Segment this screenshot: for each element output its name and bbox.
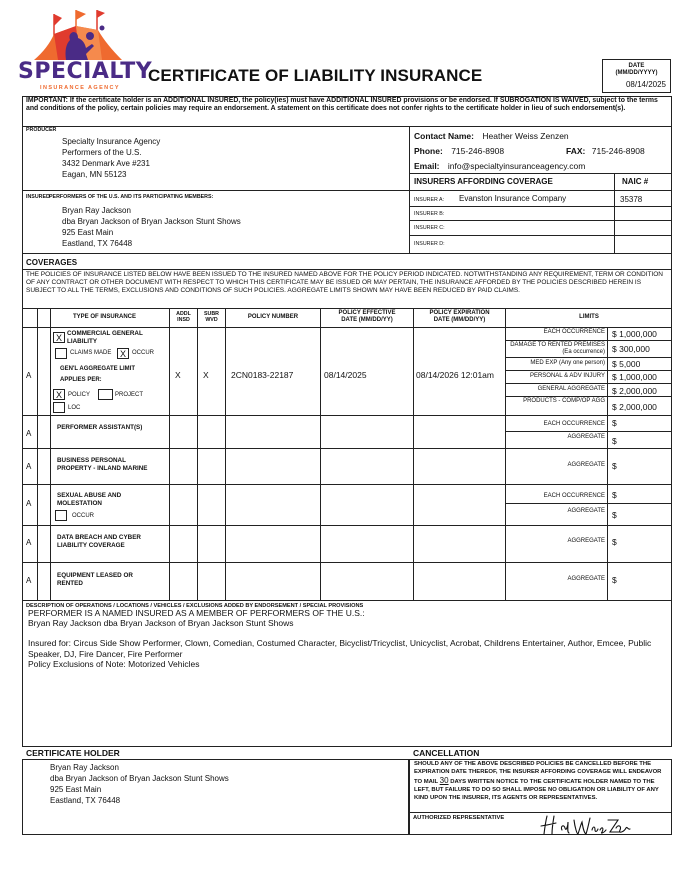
col-policy-number: POLICY NUMBER xyxy=(247,314,299,320)
loc-label: LOC xyxy=(68,405,81,411)
cyber-agg-label: AGGREGATE xyxy=(567,538,605,544)
sam-each-occ-label: EACH OCCURRENCE xyxy=(543,493,605,499)
sam-insurer-letter: A xyxy=(26,499,32,508)
phone-value: 715-246-8908 xyxy=(451,146,505,156)
insurers-header: INSURERS AFFORDING COVERAGE xyxy=(414,177,553,186)
description-dba: Bryan Ray Jackson dba Bryan Jackson of Bryan Jackson Stunt Shows xyxy=(28,618,294,629)
naic-header: NAIC # xyxy=(622,177,649,186)
limit-each-occurrence-label: EACH OCCURRENCE xyxy=(543,329,605,335)
col-addl-insd xyxy=(170,311,197,323)
contact-name: Heather Weiss Zenzen xyxy=(482,131,569,141)
date-label: DATE xyxy=(628,63,645,69)
equipment-insurer-letter: A xyxy=(26,576,32,585)
gl-policy-number: 2CN0183-22187 xyxy=(231,370,294,380)
claims-made-checkbox[interactable] xyxy=(55,348,67,359)
authorized-rep-label: AUTHORIZED REPRESENTATIVE xyxy=(413,815,505,821)
project-label: PROJECT xyxy=(115,392,144,398)
limit-damage-rented-label: DAMAGE TO RENTED PREMISES (Ea occurrence) xyxy=(510,342,605,355)
cancellation-label: CANCELLATION xyxy=(413,748,480,758)
fax-value: 715-246-8908 xyxy=(591,146,645,156)
logo-brand-text: SPECIALTY xyxy=(18,59,153,84)
limit-med-exp-label: MED EXP (Any one person) xyxy=(530,360,605,366)
producer-city: Eagan, MN 55123 xyxy=(62,170,127,179)
date-format-label: (MM/DD/YYYY) xyxy=(615,70,658,76)
email-label: Email: xyxy=(414,161,440,171)
sam-occur-label: OCCUR xyxy=(72,513,94,519)
project-checkbox[interactable] xyxy=(98,389,113,400)
col-exp-label: POLICY EXPIRATION xyxy=(429,310,490,316)
logo xyxy=(18,8,153,94)
producer-line: Performers of the U.S. xyxy=(62,148,142,157)
performer-agg-label: AGGREGATE xyxy=(567,434,605,440)
date-value: 08/14/2025 xyxy=(625,80,666,89)
circus-tent-logo-icon xyxy=(18,8,142,66)
policy-label: POLICY xyxy=(68,392,91,398)
col-eff-label: POLICY EFFECTIVE xyxy=(338,310,396,316)
description-label: DESCRIPTION OF OPERATIONS / LOCATIONS / VEHICLES / EXCLUSIONS ADDED BY ENDORSEMENT / SPECIAL PROVISIONS xyxy=(26,603,364,609)
producer-street: 3432 Denmark Ave #231 xyxy=(62,159,150,168)
policy-checkbox[interactable]: X xyxy=(53,389,65,400)
gl-title-line2: LIABILITY xyxy=(67,337,98,345)
description-insured-for: Insured for: Circus Side Show Performer, Clown, Comedian, Costumed Character, Bicyclist/Tricyclist, Unicyclist, Acrobat, Childrens Entertainer, Author, Emcee, Public Speaker, DJ, Fire Dancer, Fire Performer xyxy=(28,638,652,659)
email-value: info@specialtyinsuranceagency.com xyxy=(447,161,586,171)
col-addl-label: ADDL xyxy=(176,311,191,317)
col-insd-label: INSD xyxy=(177,317,190,323)
insured-address xyxy=(62,205,241,249)
page-title: CERTIFICATE OF LIABILITY INSURANCE xyxy=(148,66,483,85)
signature-icon xyxy=(538,812,634,838)
col-eff-format: DATE (MM/DD/YY) xyxy=(341,317,393,323)
fax-label: FAX: xyxy=(566,146,586,156)
limit-damage-rented-value: $ 300,000 xyxy=(612,344,650,354)
cancellation-text-after: DAYS WRITTEN NOTICE TO THE CERTIFICATE HOLDER NAMED TO THE LEFT, BUT FAILURE TO DO SO SHALL IMPOSE NO OBLIGATION OR LIABILITY OF ANY KIND UPON THE INSURER, ITS AGENTS OR REPRESENTATIVES. xyxy=(414,778,659,802)
bpp-agg-value: $ xyxy=(612,461,617,471)
limit-products-agg-label: PRODUCTS - COMP/OP AGG xyxy=(523,398,605,404)
col-subr-label: SUBR xyxy=(203,311,219,317)
equipment-title: EQUIPMENT LEASED OR RENTED xyxy=(57,572,133,587)
equipment-agg-label: AGGREGATE xyxy=(567,576,605,582)
col-policy-expiration xyxy=(414,310,505,324)
col-policy-effective xyxy=(321,310,413,324)
contact-fax-row xyxy=(566,146,645,156)
holder-name: Bryan Ray Jackson xyxy=(50,763,119,772)
cyber-insurer-letter: A xyxy=(26,538,32,547)
equipment-agg-value: $ xyxy=(612,575,617,585)
limit-personal-adv-value: $ 1,000,000 xyxy=(612,372,657,382)
loc-checkbox[interactable] xyxy=(53,402,65,413)
date-box xyxy=(602,59,671,93)
sam-occur-checkbox[interactable] xyxy=(55,510,67,521)
limit-personal-adv-label: PERSONAL & ADV INJURY xyxy=(529,373,605,379)
insurer-b-label: INSURER B: xyxy=(414,211,445,217)
coverages-label: COVERAGES xyxy=(26,258,78,267)
producer-name: Specialty Insurance Agency xyxy=(62,137,161,146)
insurer-a-naic: 35378 xyxy=(620,195,643,204)
col-wvd-label: WVD xyxy=(205,317,218,323)
claims-made-label: CLAIMS MADE xyxy=(70,350,112,356)
performer-agg-value: $ xyxy=(612,436,617,446)
limit-products-agg-value: $ 2,000,000 xyxy=(612,402,657,412)
contact-name-label: Contact Name: xyxy=(414,131,474,141)
sam-each-occ-value: $ xyxy=(612,490,617,500)
limit-each-occurrence-value: $ 1,000,000 xyxy=(612,329,657,339)
limit-med-exp-value: $ 5,000 xyxy=(612,359,641,369)
insurer-a-name: Evanston Insurance Company xyxy=(459,194,567,203)
col-limits: LIMITS xyxy=(579,314,599,320)
contact-name-row xyxy=(414,131,569,141)
insured-street: 925 East Main xyxy=(62,228,114,237)
insured-dba: dba Bryan Jackson of Bryan Jackson Stunt Shows xyxy=(62,217,241,226)
important-notice: IMPORTANT: If the certificate holder is an ADDITIONAL INSURED, the policy(ies) must have ADDITIONAL INSURED provisions or be endorsed. If SUBROGATION IS WAIVED, subject to the terms and conditions of the policy, certain policies may require an endorsement. A statement on this certificate does not confer rights to the certificate holder in lieu of such endorsement(s). xyxy=(26,97,658,113)
holder-city: Eastland, TX 76448 xyxy=(50,796,121,805)
occur-checkbox[interactable]: X xyxy=(117,348,129,359)
gl-subr-wvd: X xyxy=(203,370,209,380)
gl-title-line1: COMMERCIAL GENERAL xyxy=(67,330,143,337)
description-exclusions: Policy Exclusions of Note: Motorized Vehicles xyxy=(28,658,200,669)
contact-phone-row xyxy=(414,146,504,156)
insured-heading: PERFORMERS OF THE U.S. AND ITS PARTICIPATING MEMBERS: xyxy=(49,194,214,200)
gl-insurer-letter: A xyxy=(26,371,32,380)
insurer-d-label: INSURER D: xyxy=(414,241,445,247)
performer-assistant-title: PERFORMER ASSISTANT(S) xyxy=(57,424,143,431)
certificate-holder-address xyxy=(50,762,229,806)
cyber-title: DATA BREACH AND CYBER LIABILITY COVERAGE xyxy=(57,534,141,549)
certificate-holder-label: CERTIFICATE HOLDER xyxy=(26,748,120,758)
performer-each-occ-label: EACH OCCURRENCE xyxy=(543,421,605,427)
cancellation-text-before: SHOULD ANY OF THE ABOVE DESCRIBED POLICIES BE CANCELLED BEFORE THE EXPIRATION DATE THEREOF, THE INSURER AFFORDING COVERAGE WILL ENDEAVOR TO MAIL xyxy=(414,761,662,785)
holder-dba: dba Bryan Jackson of Bryan Jackson Stunt Shows xyxy=(50,774,229,783)
performer-each-occ-value: $ xyxy=(612,418,617,428)
cancellation-text xyxy=(414,760,666,802)
producer-label: PRODUCER xyxy=(26,127,57,133)
occur-label: OCCUR xyxy=(132,350,154,356)
applies-per-heading: APPLIES PER: xyxy=(60,377,102,383)
description-text xyxy=(28,608,668,669)
gl-addl-insd: X xyxy=(175,370,181,380)
logo-subtitle: INSURANCE AGENCY xyxy=(40,85,120,91)
coverages-statement: THE POLICIES OF INSURANCE LISTED BELOW HAVE BEEN ISSUED TO THE INSURED NAMED ABOVE FOR THE POLICY PERIOD INDICATED. NOTWITHSTANDING ANY REQUIREMENT, TERM OR CONDITION OF ANY CONTRACT OR OTHER DOCUMENT WITH RESPECT TO WHICH THIS CERTIFICATE MAY BE ISSUED OR MAY PERTAIN, THE INSURANCE AFFORDED BY THE POLICIES DESCRIBED HEREIN IS SUBJECT TO ALL THE TERMS, EXCLUSIONS AND CONDITIONS OF SUCH POLICIES. AGGREGATE LIMITS SHOWN MAY HAVE BEEN REDUCED BY PAID CLAIMS. xyxy=(26,271,663,295)
performer-insurer-letter: A xyxy=(26,429,32,438)
bpp-insurer-letter: A xyxy=(26,462,32,471)
contact-email-row xyxy=(414,161,585,171)
insured-label: INSURED xyxy=(26,194,50,200)
limit-general-agg-label: GENERAL AGGREGATE xyxy=(537,386,605,392)
sam-title: SEXUAL ABUSE AND MOLESTATION xyxy=(57,492,122,507)
insurer-a-label: INSURER A: xyxy=(414,197,445,203)
bpp-title: BUSINESS PERSONAL PROPERTY - INLAND MARINE xyxy=(57,457,148,472)
col-type-of-insurance: TYPE OF INSURANCE xyxy=(73,314,137,320)
notice-days: 30 xyxy=(439,775,449,785)
gl-expiration-date: 08/14/2026 12:01am xyxy=(416,370,494,380)
gl-title xyxy=(67,330,143,345)
bpp-agg-label: AGGREGATE xyxy=(567,462,605,468)
producer-address xyxy=(62,136,160,180)
insurer-c-label: INSURER C: xyxy=(414,225,445,231)
insured-city: Eastland, TX 76448 xyxy=(62,239,133,248)
cgl-checkbox[interactable]: X xyxy=(53,332,65,343)
sam-agg-value: $ xyxy=(612,510,617,520)
limit-general-agg-value: $ 2,000,000 xyxy=(612,386,657,396)
gen-agg-heading: GEN'L AGGREGATE LIMIT xyxy=(60,366,135,372)
phone-label: Phone: xyxy=(414,146,443,156)
col-exp-format: DATE (MM/DD/YY) xyxy=(433,317,486,323)
col-subr-wvd xyxy=(198,311,225,323)
insured-name: Bryan Ray Jackson xyxy=(62,206,131,215)
description-named-insured: PERFORMER IS A NAMED INSURED AS A MEMBER OF PERFORMERS OF THE U.S.: xyxy=(28,608,365,618)
gl-effective-date: 08/14/2025 xyxy=(324,370,367,380)
holder-street: 925 East Main xyxy=(50,785,102,794)
sam-agg-label: AGGREGATE xyxy=(567,508,605,514)
cyber-agg-value: $ xyxy=(612,537,617,547)
